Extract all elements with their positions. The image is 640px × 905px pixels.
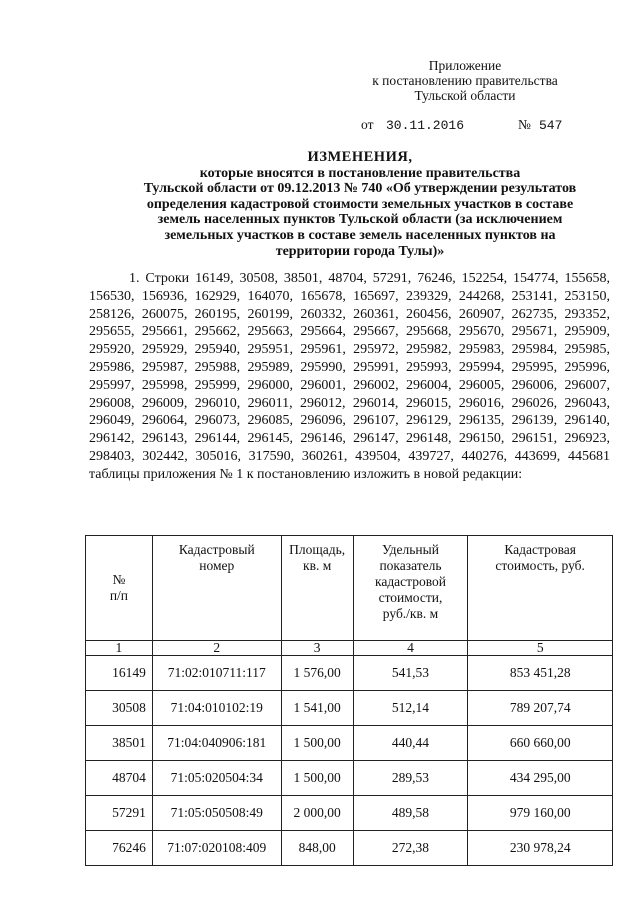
table-row bbox=[86, 691, 613, 726]
cadastral-number: 71:05:020504:34 bbox=[152, 761, 281, 796]
title-line: земельных участков в составе земель населенных пунктов на bbox=[164, 227, 556, 243]
specific-index: 541,53 bbox=[353, 656, 468, 691]
cadastral-value: 660 660,00 bbox=[468, 726, 613, 761]
column-number: 1 bbox=[86, 641, 153, 656]
cadastral-value: 434 295,00 bbox=[468, 761, 613, 796]
appendix-line: к постановлению правительства bbox=[372, 73, 558, 88]
header-cell-cadastral-value: Кадастровая стоимость, руб. bbox=[468, 536, 613, 641]
appendix-line: Приложение bbox=[428, 58, 502, 73]
column-number: 5 bbox=[468, 641, 613, 656]
row-number: 30508 bbox=[86, 691, 153, 726]
title-line: Тульской области от 09.12.2013 № 740 «Об утверждении результатов bbox=[143, 181, 577, 197]
header-cell-area: Площадь, кв. м bbox=[281, 536, 353, 641]
cadastral-number: 71:07:020108:409 bbox=[152, 831, 281, 866]
row-number: 48704 bbox=[86, 761, 153, 796]
cadastral-number: 71:04:040906:181 bbox=[152, 726, 281, 761]
table-row bbox=[86, 796, 613, 831]
row-number: 57291 bbox=[86, 796, 153, 831]
cadastral-value: 853 451,28 bbox=[468, 656, 613, 691]
table-row bbox=[86, 761, 613, 796]
cadastral-value: 230 978,24 bbox=[468, 831, 613, 866]
area: 848,00 bbox=[281, 831, 353, 866]
specific-index: 289,53 bbox=[353, 761, 468, 796]
decree-number: 547 bbox=[539, 118, 563, 133]
title-line: земель населенных пунктов Тульской области (за исключением bbox=[157, 212, 563, 228]
specific-index: 512,14 bbox=[353, 691, 468, 726]
table-row bbox=[86, 831, 613, 866]
column-number: 3 bbox=[281, 641, 353, 656]
title-line: территории города Тулы)» bbox=[275, 243, 445, 259]
title-line: определения кадастровой стоимости земельных участков в составе bbox=[146, 196, 574, 212]
table-row bbox=[86, 656, 613, 691]
cadastral-value: 979 160,00 bbox=[468, 796, 613, 831]
column-number-row bbox=[86, 641, 613, 656]
title-heading: ИЗМЕНЕНИЯ, bbox=[307, 149, 413, 165]
area: 1 500,00 bbox=[281, 726, 353, 761]
number-label: № bbox=[518, 117, 531, 132]
cadastral-number: 71:02:010711:117 bbox=[152, 656, 281, 691]
table-row bbox=[86, 726, 613, 761]
row-number: 16149 bbox=[86, 656, 153, 691]
cadastral-table bbox=[85, 535, 613, 866]
specific-index: 489,58 bbox=[353, 796, 468, 831]
column-number: 2 bbox=[152, 641, 281, 656]
date-label: от bbox=[361, 117, 374, 132]
column-number: 4 bbox=[353, 641, 468, 656]
document-title bbox=[60, 150, 640, 259]
cadastral-number: 71:05:050508:49 bbox=[152, 796, 281, 831]
cadastral-value: 789 207,74 bbox=[468, 691, 613, 726]
cadastral-number: 71:04:010102:19 bbox=[152, 691, 281, 726]
header-cell-cadastral-number: Кадастровый номер bbox=[152, 536, 281, 641]
specific-index: 272,38 bbox=[353, 831, 468, 866]
appendix-block bbox=[350, 58, 580, 103]
header-cell-number: № п/п bbox=[86, 536, 153, 641]
specific-index: 440,44 bbox=[353, 726, 468, 761]
decree-date: 30.11.2016 bbox=[386, 118, 465, 133]
row-number: 38501 bbox=[86, 726, 153, 761]
row-number: 76246 bbox=[86, 831, 153, 866]
body-paragraph: 1. Строки 16149, 30508, 38501, 48704, 57291, 76246, 152254, 154774, 155658, 156530, 156936, 162929, 164070, 165678, 165697, 239329, 244268, 253141, 253150, 258126, 260075, 260195, 260199, 260332, 260361, 260456, 260907, 262735, 293352, 295655, 295661, 295662, 295663, 295664, 295667, 295668, 295670, 295671, 295909, 295920, 295929, 295940, 295951, 295961, 295972, 295982, 295983, 295984, 295985, 295986, 295987, 295988, 295989, 295990, 295991, 295993, 295994, 295995, 295996, 295997, 295998, 295999, 296000, 296001, 296002, 296004, 296005, 296006, 296007, 296008, 296009, 296010, 296011, 296012, 296014, 296015, 296016, 296026, 296043, 296049, 296064, 296073, 296085, 296096, 296107, 296129, 296135, 296139, 296140, 296142, 296143, 296144, 296145, 296146, 296147, 296148, 296150, 296151, 296923, 298403, 302442, 305016, 317590, 360261, 439504, 439727, 440276, 443699, 445681 таблицы приложения № 1 к постановлению изложить в новой редакции: bbox=[89, 271, 610, 482]
area: 1 500,00 bbox=[281, 761, 353, 796]
header-cell-specific-index: Удельный показатель кадастровой стоимости, руб./кв. м bbox=[353, 536, 468, 641]
area: 1 576,00 bbox=[281, 656, 353, 691]
area: 2 000,00 bbox=[281, 796, 353, 831]
area: 1 541,00 bbox=[281, 691, 353, 726]
title-line: которые вносятся в постановление правительства bbox=[199, 165, 521, 181]
appendix-line: Тульской области bbox=[414, 88, 516, 103]
table-header-row bbox=[86, 536, 613, 641]
